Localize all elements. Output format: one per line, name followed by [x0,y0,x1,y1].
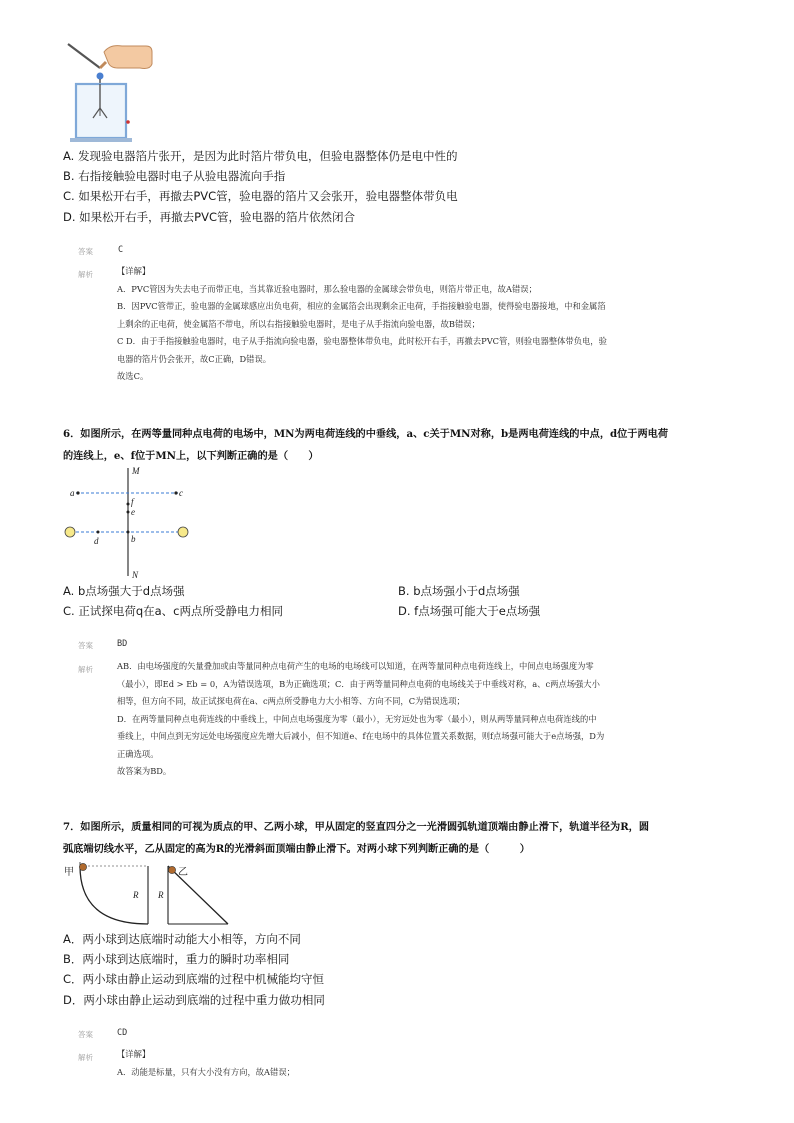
q7-analysis-label: 解析 [78,1053,93,1062]
analysis-line: C D．由于手指接触验电器时，电子从手指流向验电器，验电器整体带负电，此时松开右手，再撤去PVC管，则验电器整体带负电，验 [117,336,607,346]
q7-option-b: B．两小球到达底端时，重力的瞬时功率相同 [63,952,290,966]
q7-stem-line: 弧底端切线水平，乙从固定的高为R的光滑斜面顶端由静止滑下。对两小球下列判断正确的是（ ） [63,843,530,855]
analysis-line: B．因PVC管带正，验电器的金属球感应出负电荷，相应的金属箔会出现剩余正电荷，手指接触验电器，使得验电器接地，中和金属箔 [117,301,606,311]
analysis-line: 【详解】 [117,1049,151,1059]
analysis-line: 垂线上，中间点到无穷远处电场强度应先增大后减小，但不知道e、f在电场中的具体位置关系数据，则f点场强可能大于e点场强，D为 [117,731,605,741]
q7-option-d: D．两小球由静止运动到底端的过程中重力做功相同 [63,993,325,1007]
q5-answer: C [118,245,124,255]
analysis-line: A．PVC管因为失去电子而带正电，当其靠近验电器时，那么验电器的金属球会带负电，则箔片带正电，故A错误； [117,283,537,294]
analysis-line: 相等，但方向不同，故正试探电荷在a、c两点所受静电力大小相等、方向不同，C为错误选项； [117,696,465,706]
q7-answer: CD [117,1028,128,1038]
analysis-line: 上剩余的正电荷，使金属箔不带电，所以右指接触验电器时，是电子从手指流向验电器，故B错误； [117,318,480,329]
q6-analysis [117,658,604,781]
analysis-line: AB．由电场强度的矢量叠加或由等量同种点电荷产生的电场的电场线可以知道，在两等量同种点电荷连线上，中间点电场强度为零 [117,661,594,671]
q7-analysis [117,1046,295,1081]
q5-option-a: A. 发现验电器箔片张开，是因为此时箔片带负电，但验电器整体仍是电中性的 [63,149,458,163]
electroscope-figure [60,38,160,146]
q6-stem [63,423,668,467]
charge-left [65,527,75,537]
charges-figure [62,464,192,582]
incline-slope [168,866,228,924]
q5-answer-label: 答案 [78,247,93,256]
analysis-line: （最小），即Ed > Eb = 0，A为错误选项，B为正确选项；C．由于两等量同种点电荷的电场线关于中垂线对称，a、c两点场强大小 [117,678,600,689]
pvc-rod [68,44,100,68]
analysis-line: 故答案为BD。 [117,766,172,776]
q6-option-b: B. b点场强小于d点场强 [398,584,520,598]
q7-stem-line: 7．如图所示，质量相同的可视为质点的甲、乙两小球，甲从固定的竖直四分之一光滑圆弧轨道顶端由静止滑下，轨道半径为R，圆 [63,821,650,833]
label-r2: R [158,890,164,900]
ball-jia [79,863,86,870]
q6-answer: BD [117,639,128,649]
label-e: e [131,507,135,517]
q7-stem [63,816,649,860]
analysis-line: A．动能是标量，只有大小没有方向，故A错误； [117,1066,295,1077]
jar [76,84,126,138]
analysis-line: 电器的箔片仍会张开，故C正确，D错误。 [117,353,272,364]
q7-option-a: A．两小球到达底端时动能大小相等，方向不同 [63,932,301,946]
q6-option-c: C. 正试探电荷q在a、c两点所受静电力相同 [63,604,284,618]
q7-option-c: C．两小球由静止运动到底端的过程中机械能均守恒 [63,972,325,986]
ball-yi [168,866,175,873]
q6-option-a: A. b点场强大于d点场强 [63,584,185,598]
label-n: N [132,570,139,580]
q5-option-d: D. 如果松开右手，再撤去PVC管，验电器的箔片依然闭合 [63,210,355,224]
q5-option-b: B. 右指接触验电器时电子从验电器流向手指 [63,169,286,183]
q6-option-d: D. f点场强可能大于e点场强 [398,604,541,618]
label-a: a [70,488,75,498]
q5-analysis-label: 解析 [78,270,93,279]
q6-answer-label: 答案 [78,641,93,650]
analysis-line: D．在两等量同种点电荷连线的中垂线上，中间点电场强度为零（最小），无穷远处也为零（最小），则从两等量同种点电荷连线的中 [117,713,597,724]
metal-ball [97,73,104,80]
q6-stem-line: 6．如图所示，在两等量同种点电荷的电场中，MN为两电荷连线的中垂线，a、c关于MN对称，b是两电荷连线的中点，d位于两电荷 [63,428,669,440]
q5-option-c: C. 如果松开右手，再撤去PVC管，验电器的箔片又会张开，验电器整体带负电 [63,189,458,203]
hand-icon [104,46,152,69]
label-jia: 甲 [64,867,74,878]
analysis-line: 【详解】 [117,266,151,276]
analysis-line: 故选C。 [117,371,149,381]
q6-analysis-label: 解析 [78,665,93,674]
label-b: b [131,534,136,544]
label-f: f [131,497,134,507]
q5-analysis [117,263,607,386]
label-d: d [94,536,99,546]
charge-right [178,527,188,537]
label-r1: R [133,890,139,900]
label-c: c [179,488,183,498]
label-yi: 乙 [178,867,188,878]
q7-answer-label: 答案 [78,1030,93,1039]
analysis-line: 正确选项。 [117,748,159,759]
track-figure [62,860,242,928]
label-m: M [132,466,140,476]
q6-stem-line: 的连线上，e、f位于MN上，以下判断正确的是（ ） [63,450,319,462]
